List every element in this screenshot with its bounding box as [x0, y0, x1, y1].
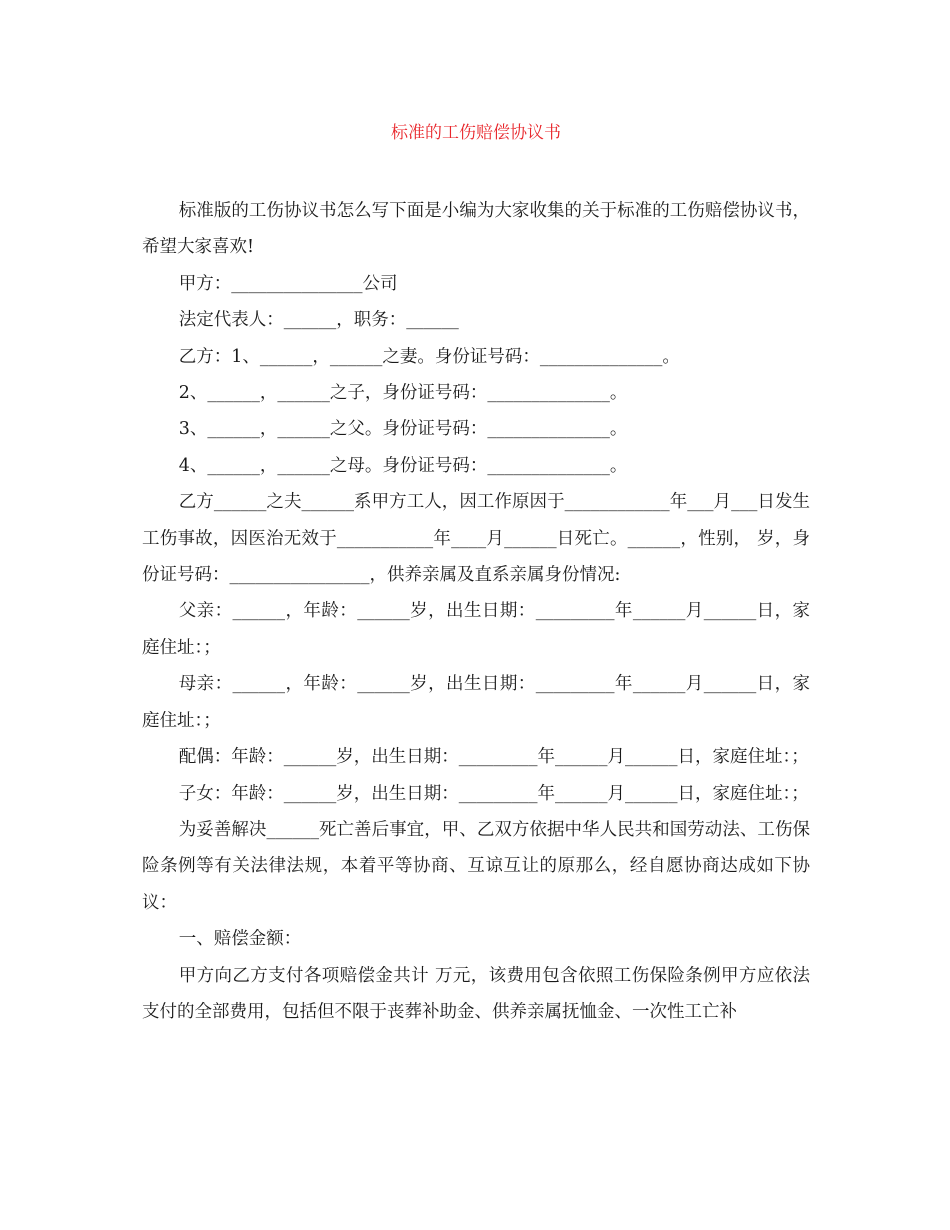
children-info: 子女：年龄：______岁，出生日期：_________年______月______日，家庭住址：； — [178, 783, 809, 804]
compensation-paragraph: 甲方向乙方支付各项赔偿金共计 万元，该费用包含依照工伤保险条例甲方应依法支付的全部费用，包括但不限于丧葬补助金、供养亲属抚恤金、一次性工亡补 — [142, 965, 810, 1022]
party-b-member-4: 4、______，______之母。身份证号码：______________。 — [178, 455, 628, 476]
mother-info: 母亲：______，年龄：______岁，出生日期：_________年______月______日，家庭住址：； — [142, 674, 810, 731]
document-page — [142, 118, 810, 1030]
party-b-member-1: 乙方：1、______，______之妻。身份证号码：______________。 — [178, 346, 680, 367]
agreement-basis-paragraph: 为妥善解决______死亡善后事宜，甲、乙双方依据中华人民共和国劳动法、工伤保险条例等有关法律法规，本着平等协商、互谅互让的原那么，经自愿协商达成如下协议： — [142, 819, 810, 913]
father-info: 父亲：______，年龄：______岁，出生日期：_________年______月______日，家庭住址：； — [142, 601, 810, 658]
incident-paragraph: 乙方______之夫______系甲方工人，因工作原因于____________年___月___日发生工伤事故，因医治无效于___________年____月______日死亡。______，性别， 岁，身份证号码：________________，供养亲属及直系亲属身份情况: — [142, 492, 810, 586]
party-a-line: 甲方：_______________公司 — [178, 273, 398, 294]
section-heading-compensation: 一、赔偿金额： — [178, 929, 302, 950]
spouse-info: 配偶：年龄：______岁，出生日期：_________年______月______日，家庭住址：； — [178, 747, 809, 768]
legal-representative-line: 法定代表人：______，职务：______ — [178, 310, 459, 331]
party-b-member-2: 2、______，______之子，身份证号码：______________。 — [178, 383, 628, 404]
intro-paragraph: 标准版的工伤协议书怎么写下面是小编为大家收集的关于标准的工伤赔偿协议书，希望大家喜欢! — [142, 201, 810, 258]
party-b-member-3: 3、______，______之父。身份证号码：______________。 — [178, 419, 628, 440]
document-title: 标准的工伤赔偿协议书 — [391, 123, 561, 143]
